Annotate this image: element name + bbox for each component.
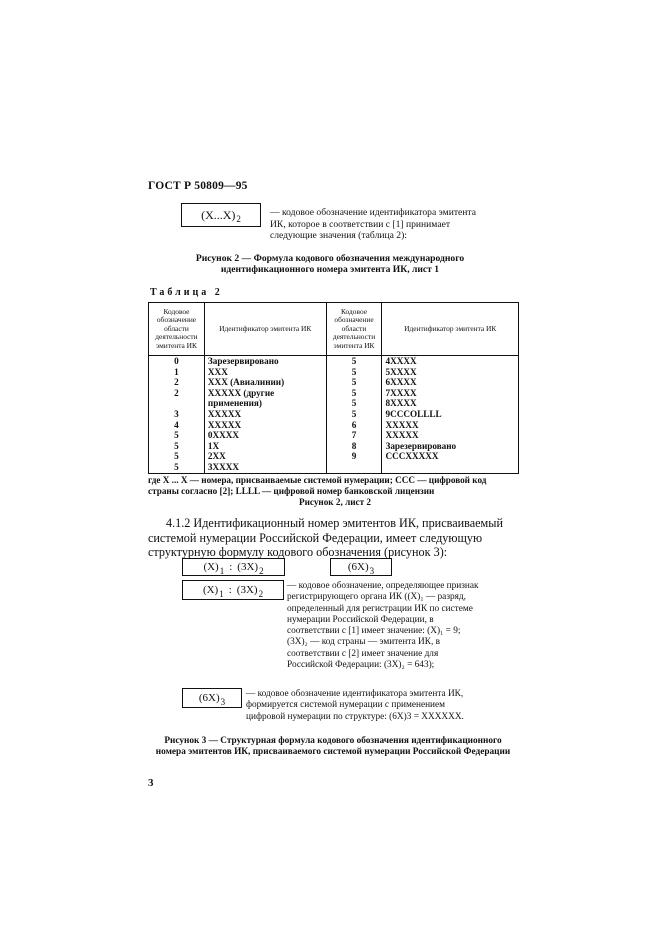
table-title: Таблица 2 — [150, 287, 223, 298]
page-number: 3 — [148, 777, 154, 789]
note-line: где X ... X — номера, присваиваемые системой нумерации; CCC — цифровой код — [148, 475, 487, 485]
cell-issuer-id: Зарезервировано — [204, 356, 326, 367]
cell-code: 5 — [326, 388, 382, 399]
formula-part: (X) — [202, 584, 219, 596]
cell-issuer-id: 4XXXX — [382, 356, 519, 367]
definition-line: Российской Федерации: (3X)₂ = 643); — [287, 660, 435, 671]
cell-issuer-id: XXX — [204, 367, 326, 378]
formula-subscript: 3 — [369, 566, 375, 576]
cell-code: 4 — [149, 420, 205, 431]
table-row — [149, 441, 519, 452]
figure2-sheet2-caption: Рисунок 2, лист 2 — [298, 497, 372, 507]
cell-code: 2 — [149, 388, 205, 399]
formula-part: (6X) — [198, 692, 220, 704]
paragraph-line: системой нумерации Российской Федерации, имеет следующую — [148, 530, 483, 545]
paragraph-line: 4.1.2 Идентификационный номер эмитентов ИК, присваиваемый — [166, 516, 503, 530]
formula-separator: : — [228, 584, 232, 596]
cell-issuer-id: 7XXXX — [382, 388, 519, 399]
cell-issuer-id: XXXXX — [382, 420, 519, 431]
formula-part: (3X) — [237, 561, 259, 573]
table-row — [149, 462, 519, 473]
figure3-definition-registrar — [287, 581, 495, 671]
cell-issuer-id: 1X — [204, 441, 326, 452]
table-row — [149, 420, 519, 431]
cell-code: 5 — [326, 409, 382, 420]
cell-issuer-id: 5XXXX — [382, 367, 519, 378]
table-row — [149, 430, 519, 441]
cell-code: 0 — [149, 356, 205, 367]
definition-line: цифровой нумерации по структуре: (6X)3 = XXXXXX. — [246, 711, 464, 722]
cell-issuer-id: Зарезервировано — [382, 441, 519, 452]
table-2 — [148, 302, 519, 474]
cell-code: 8 — [326, 441, 382, 452]
figure2-caption — [160, 253, 500, 276]
cell-issuer-id: 0XXXX — [204, 430, 326, 441]
cell-issuer-id: XXX (Авиалинии) — [204, 377, 326, 388]
header-issuer-id: Идентификатор эмитента ИК — [382, 303, 519, 356]
definition-line: — кодовое обозначение идентификатора эмитента — [270, 207, 476, 218]
table-row — [149, 356, 519, 367]
definition-line: нумерации Российской Федерации, в — [287, 614, 434, 625]
caption-line: Рисунок 2 — Формула кодового обозначения международного — [195, 253, 465, 264]
table-row — [149, 367, 519, 378]
figure3-caption — [140, 736, 526, 759]
cell-issuer-id: 3XXXX — [204, 462, 326, 473]
formula-part: (6X) — [347, 561, 369, 573]
cell-issuer-id: 9CCCOLLLL — [382, 409, 519, 420]
cell-code: 5 — [326, 377, 382, 388]
cell-code — [326, 462, 382, 473]
formula-box-top-issuer — [330, 558, 392, 576]
header-code: Кодовое обозначение области деятельности эмитента ИК — [149, 303, 205, 356]
definition-line: соответствии с [1] имеет значение: (X)₁ = 9; — [287, 626, 461, 637]
cell-code: 2 — [149, 377, 205, 388]
definition-line: регистрирующего органа ИК ((X)₁ — разряд, — [287, 592, 466, 603]
definition-line: (3X)₂ — код страны — эмитента ИК, в — [287, 637, 440, 648]
definition-line: соответствии с [2] имеет значение для — [287, 648, 439, 659]
formula-box-registrar — [182, 580, 284, 600]
caption-line: Рисунок 3 — Структурная формула кодового обозначения идентификационного — [164, 736, 502, 746]
cell-code: 5 — [326, 356, 382, 367]
cell-code: 7 — [326, 430, 382, 441]
cell-code: 5 — [149, 430, 205, 441]
figure3-definition-issuer — [246, 689, 508, 723]
formula-box-issuer — [182, 688, 242, 708]
table-row — [149, 388, 519, 399]
paragraph-line: структурную формулу кодового обозначения (рисунок 3): — [148, 545, 448, 560]
definition-line: следующие значения (таблица 2): — [270, 230, 407, 242]
cell-code: 5 — [326, 367, 382, 378]
formula-separator: : — [229, 561, 233, 573]
table-header-row — [149, 303, 519, 356]
cell-issuer-id: CCCXXXXX — [382, 451, 519, 462]
formula-subscript: 2 — [259, 566, 264, 576]
where-note — [148, 475, 520, 497]
header-code: Кодовое обозначение области деятельности эмитента ИК — [326, 303, 382, 356]
cell-code: 5 — [149, 441, 205, 452]
cell-code: 5 — [149, 451, 205, 462]
formula-subscript: 3 — [220, 697, 226, 707]
cell-issuer-id: XXXXX — [204, 409, 326, 420]
cell-issuer-id: XXXXX — [382, 430, 519, 441]
document-header: ГОСТ Р 50809—95 — [148, 180, 248, 192]
cell-code: 5 — [149, 462, 205, 473]
figure2-definition — [270, 207, 508, 242]
formula-subscript: 2 — [236, 214, 241, 224]
table-row — [149, 451, 519, 462]
table-row — [149, 398, 519, 409]
cell-issuer-id: XXXXX (другие — [204, 388, 326, 399]
formula-subscript: 2 — [258, 589, 264, 599]
note-line: страны согласно [2]; LLLL — цифровой номер банковской лицензии — [148, 486, 435, 496]
definition-line: — кодовое обозначение, определяющее признак — [287, 581, 479, 591]
formula-subscript: 1 — [219, 566, 225, 576]
caption-line: номера эмитентов ИК, присваиваемого системой нумерации Российской Федерации — [155, 747, 511, 758]
cell-issuer-id: 8XXXX — [382, 398, 519, 409]
table-row — [149, 377, 519, 388]
cell-code: 1 — [149, 367, 205, 378]
cell-issuer-id — [382, 462, 519, 473]
definition-line: определенный для регистрации ИК по системе — [287, 603, 473, 614]
paragraph-4-1-2 — [148, 516, 518, 560]
cell-issuer-id: 2XX — [204, 451, 326, 462]
definition-line: ИК, которое в соответствии с [1] принимает — [270, 218, 451, 230]
formula-box-top-registrar — [182, 558, 285, 576]
caption-line: идентификационного номера эмитента ИК, лист 1 — [220, 264, 440, 276]
table-row — [149, 409, 519, 420]
cell-code: 3 — [149, 409, 205, 420]
cell-issuer-id: применения) — [204, 398, 326, 409]
cell-issuer-id: 6XXXX — [382, 377, 519, 388]
definition-line: формируется системой нумерации с применением — [246, 700, 446, 711]
header-issuer-id: Идентификатор эмитента ИК — [204, 303, 326, 356]
definition-line: — кодовое обозначение идентификатора эмитента ИК, — [246, 689, 464, 699]
formula-box-issuer-id — [181, 203, 261, 227]
cell-code — [149, 398, 205, 409]
formula-subscript: 1 — [219, 589, 224, 599]
cell-issuer-id: XXXXX — [204, 420, 326, 431]
formula-main: (X...X) — [201, 207, 236, 222]
formula-part: (3X) — [236, 584, 258, 596]
formula-part: (X) — [203, 561, 219, 573]
cell-code: 5 — [326, 398, 382, 409]
cell-code: 9 — [326, 451, 382, 462]
cell-code: 6 — [326, 420, 382, 431]
